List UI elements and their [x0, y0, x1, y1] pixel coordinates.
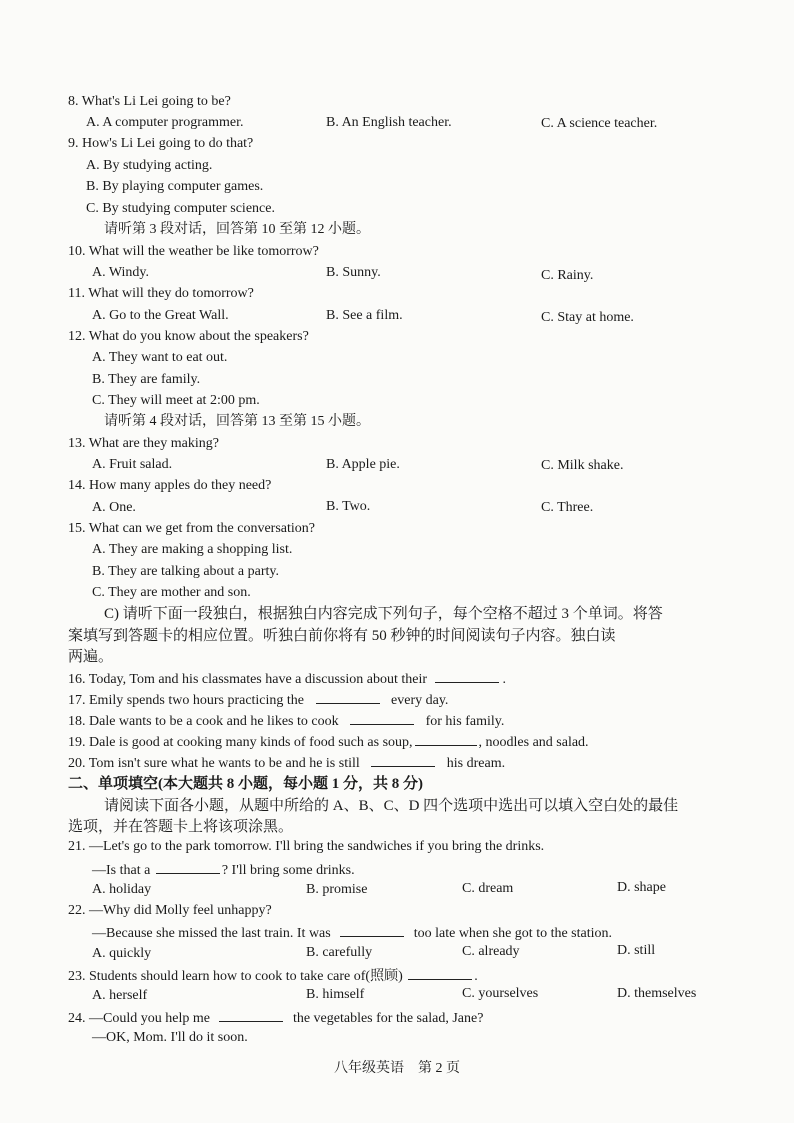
question-21-line-2	[92, 860, 355, 880]
question-8-stem: 8. What's Li Lei going to be?	[68, 94, 231, 109]
question-22-stem: 22. —Why did Molly feel unhappy?	[68, 903, 272, 918]
section-c-instruction-line-3: 两遍。	[68, 649, 114, 665]
question-14-option-c: C. Three.	[541, 500, 594, 515]
question-22-line-2-end: too late when she got to the station.	[413, 926, 613, 941]
answer-blank-24	[219, 1008, 283, 1022]
section-c-instruction-line-2: 案填写到答题卡的相应位置。听独白前你将有 50 秒钟的时间阅读句子内容。独白读	[68, 628, 616, 644]
question-9-option-a: A. By studying acting.	[86, 158, 213, 173]
question-11-stem: 11. What will they do tomorrow?	[68, 286, 254, 301]
question-23-option-b: B. himself	[306, 987, 365, 1002]
answer-blank-19	[415, 732, 477, 746]
question-21-stem: 21. —Let's go to the park tomorrow. I'll bring the sandwiches if you bring the drinks.	[68, 839, 545, 854]
question-13-option-b: B. Apple pie.	[326, 457, 400, 472]
question-16	[68, 669, 506, 689]
question-10-stem: 10. What will the weather be like tomorrow?	[68, 244, 319, 259]
question-15-option-c: C. They are mother and son.	[92, 585, 251, 600]
question-22-line-2	[92, 923, 612, 943]
question-22-option-c: C. already	[462, 944, 520, 959]
part-2-instruction-line-2: 选项，并在答题卡上将该项涂黑。	[68, 819, 294, 835]
answer-blank-22	[340, 923, 404, 937]
question-22-option-a: A. quickly	[92, 946, 152, 961]
question-24-text: 24. —Could you help me	[68, 1011, 210, 1026]
question-10-option-b: B. Sunny.	[326, 265, 381, 280]
question-20-end: his dream.	[446, 756, 506, 771]
part-2-instruction-line-1: 请阅读下面各小题，从题中所给的 A、B、C、D 四个选项中选出可以填入空白处的最佳	[104, 798, 679, 814]
direction-dialogue-3: 请听第 3 段对话，回答第 10 至第 12 小题。	[104, 222, 370, 237]
answer-blank-18	[350, 711, 414, 725]
question-13-stem: 13. What are they making?	[68, 436, 219, 451]
question-24-end: the vegetables for the salad, Jane?	[292, 1011, 484, 1026]
question-12-option-a: A. They want to eat out.	[92, 350, 228, 365]
question-21-option-c: C. dream	[462, 881, 514, 896]
question-10-option-a: A. Windy.	[92, 265, 149, 280]
question-16-end: .	[502, 672, 506, 687]
question-24-line-2: —OK, Mom. I'll do it soon.	[92, 1030, 248, 1045]
question-9-option-c: C. By studying computer science.	[86, 201, 275, 216]
section-c-instruction-line-1: C) 请听下面一段独白，根据独白内容完成下列句子，每个空格不超过 3 个单词。将答	[104, 606, 663, 622]
question-12-option-b: B. They are family.	[92, 372, 201, 387]
answer-blank-23	[408, 966, 472, 980]
question-20	[68, 753, 505, 773]
question-23	[68, 966, 478, 986]
question-22-line-2-text: —Because she missed the last train. It was	[92, 926, 331, 941]
answer-blank-16	[435, 669, 499, 683]
answer-blank-20	[371, 753, 435, 767]
question-15-option-b: B. They are talking about a party.	[92, 564, 279, 579]
question-11-option-c: C. Stay at home.	[541, 310, 634, 325]
question-19-end: , noodles and salad.	[478, 735, 589, 750]
question-14-option-b: B. Two.	[326, 499, 371, 514]
question-15-option-a: A. They are making a shopping list.	[92, 542, 293, 557]
question-17	[68, 690, 448, 710]
question-8-option-c: C. A science teacher.	[541, 116, 658, 131]
question-13-option-a: A. Fruit salad.	[92, 457, 173, 472]
question-17-end: every day.	[391, 693, 449, 708]
question-9-option-b: B. By playing computer games.	[86, 179, 264, 194]
question-22-option-d: D. still	[617, 943, 656, 958]
question-22-option-b: B. carefully	[306, 945, 373, 960]
question-14-stem: 14. How many apples do they need?	[68, 478, 272, 493]
direction-dialogue-4: 请听第 4 段对话，回答第 13 至第 15 小题。	[104, 414, 370, 429]
part-2-heading: 二、单项填空(本大题共 8 小题，每小题 1 分，共 8 分)	[68, 776, 423, 792]
page-footer: 八年级英语 第 2 页	[334, 1061, 460, 1076]
question-23-text: 23. Students should learn how to cook to take care of(照顾)	[68, 969, 403, 984]
question-23-option-c: C. yourselves	[462, 986, 539, 1001]
question-13-option-c: C. Milk shake.	[541, 458, 624, 473]
question-15-stem: 15. What can we get from the conversation?	[68, 521, 315, 536]
question-17-text: 17. Emily spends two hours practicing the	[68, 693, 305, 708]
question-18-end: for his family.	[425, 714, 505, 729]
question-16-text: 16. Today, Tom and his classmates have a discussion about their	[68, 672, 427, 687]
question-23-end: .	[474, 969, 478, 984]
question-19	[68, 732, 589, 752]
answer-blank-17	[316, 690, 380, 704]
question-12-stem: 12. What do you know about the speakers?	[68, 329, 309, 344]
question-10-option-c: C. Rainy.	[541, 268, 594, 283]
question-11-option-a: A. Go to the Great Wall.	[92, 308, 229, 323]
question-9-stem: 9. How's Li Lei going to do that?	[68, 136, 254, 151]
question-8-option-a: A. A computer programmer.	[86, 115, 244, 130]
question-24	[68, 1008, 483, 1028]
question-19-text: 19. Dale is good at cooking many kinds of food such as soup,	[68, 735, 413, 750]
question-21-line-2-end: ? I'll bring some drinks.	[221, 863, 355, 878]
question-18-text: 18. Dale wants to be a cook and he likes to cook	[68, 714, 339, 729]
question-18	[68, 711, 504, 731]
question-23-option-a: A. herself	[92, 988, 148, 1003]
question-8-option-b: B. An English teacher.	[326, 115, 452, 130]
question-21-line-2-text: —Is that a	[92, 863, 151, 878]
question-12-option-c: C. They will meet at 2:00 pm.	[92, 393, 260, 408]
question-21-option-a: A. holiday	[92, 882, 152, 897]
answer-blank-21	[156, 860, 220, 874]
question-23-option-d: D. themselves	[617, 986, 697, 1001]
question-20-text: 20. Tom isn't sure what he wants to be and he is still	[68, 756, 360, 771]
question-21-option-d: D. shape	[617, 880, 666, 895]
question-14-option-a: A. One.	[92, 500, 136, 515]
question-11-option-b: B. See a film.	[326, 308, 403, 323]
question-21-option-b: B. promise	[306, 882, 368, 897]
